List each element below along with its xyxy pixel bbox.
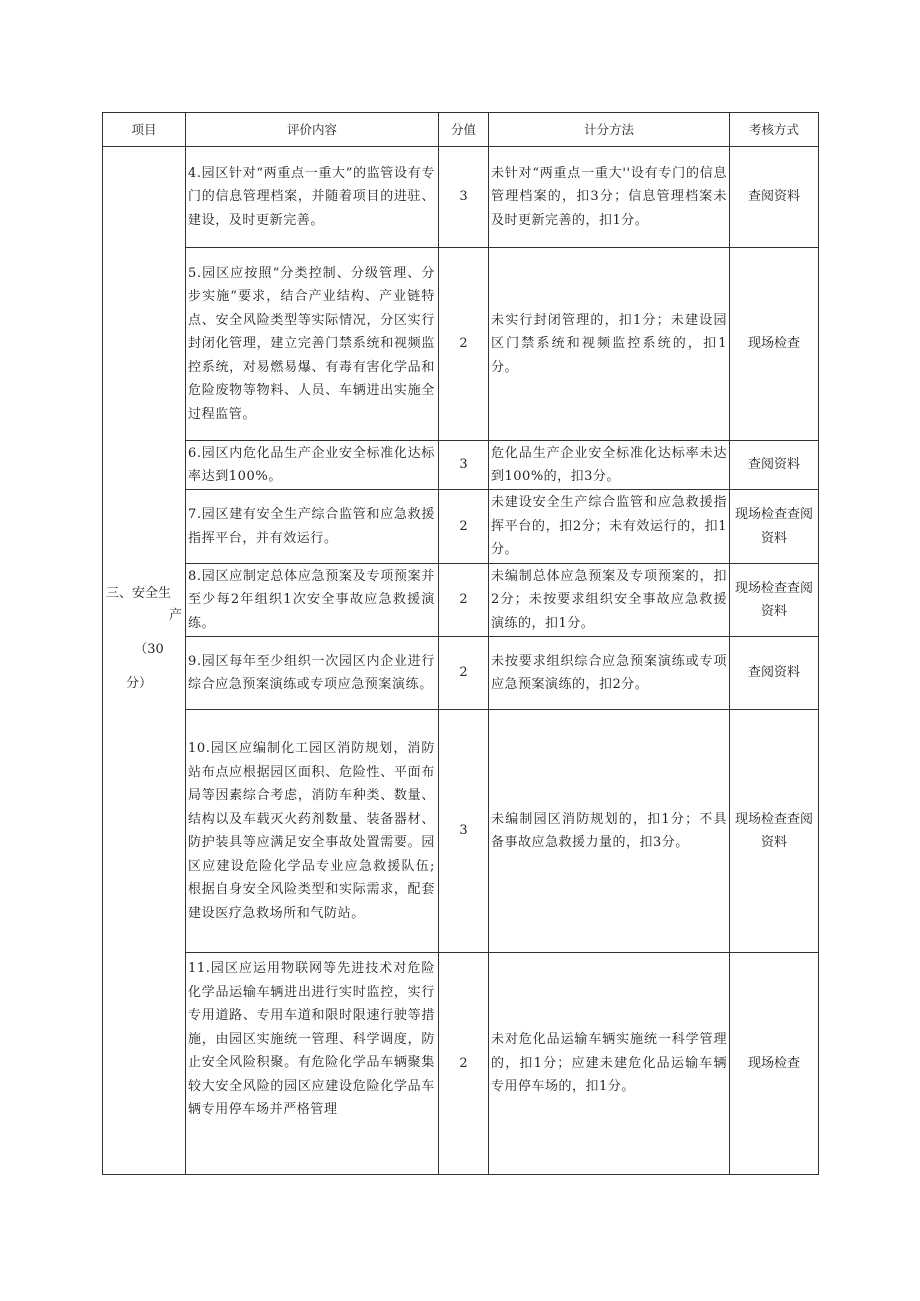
exam-cell: 现场检查 bbox=[730, 248, 819, 441]
exam-cell: 查阅资料 bbox=[730, 637, 819, 710]
method-cell: 未针对“两重点一重大''设有专门的信息管理档案的，扣3分；信息管理档案未及时更新完善的，扣1分。 bbox=[489, 147, 730, 248]
method-cell: 未对危化品运输车辆实施统一科学管理的，扣1分；应建未建危化品运输车辆专用停车场的，扣1分。 bbox=[489, 953, 730, 1175]
table-row bbox=[103, 953, 819, 1175]
method-cell: 未实行封闭管理的，扣1分；未建设园区门禁系统和视频监控系统的，扣1分。 bbox=[489, 248, 730, 441]
project-line-2: 产 bbox=[168, 608, 182, 623]
table-row bbox=[103, 147, 819, 248]
content-cell: 9.园区每年至少组织一次园区内企业进行综合应急预案演练或专项应急预案演练。 bbox=[186, 637, 439, 710]
table-row bbox=[103, 490, 819, 564]
exam-cell: 现场检查查阅资料 bbox=[730, 490, 819, 564]
score-cell: 2 bbox=[439, 564, 489, 637]
content-cell: 8.园区应制定总体应急预案及专项预案并至少每2年组织1次安全事故应急救援演练。 bbox=[186, 564, 439, 637]
score-cell: 2 bbox=[439, 248, 489, 441]
score-cell: 2 bbox=[439, 490, 489, 564]
table-row bbox=[103, 441, 819, 490]
score-cell: 3 bbox=[439, 441, 489, 490]
project-line-4: 分） bbox=[126, 676, 153, 691]
table-row bbox=[103, 710, 819, 953]
method-cell: 未建设安全生产综合监管和应急救援指挥平台的，扣2分；未有效运行的，扣1分。 bbox=[489, 490, 730, 564]
score-cell: 2 bbox=[439, 637, 489, 710]
content-cell: 7.园区建有安全生产综合监管和应急救援指挥平台，并有效运行。 bbox=[186, 490, 439, 564]
header-project: 项目 bbox=[103, 113, 186, 147]
method-cell: 未编制总体应急预案及专项预案的，扣2分；未按要求组织安全事故应急救援演练的，扣1分。 bbox=[489, 564, 730, 637]
evaluation-table bbox=[102, 112, 819, 1175]
exam-cell: 查阅资料 bbox=[730, 441, 819, 490]
content-cell: 6.园区内危化品生产企业安全标准化达标率达到100%。 bbox=[186, 441, 439, 490]
project-cell bbox=[103, 147, 186, 1175]
score-cell: 3 bbox=[439, 710, 489, 953]
method-cell: 危化品生产企业安全标准化达标率未达到100%的，扣3分。 bbox=[489, 441, 730, 490]
table-row bbox=[103, 564, 819, 637]
score-cell: 2 bbox=[439, 953, 489, 1175]
header-row bbox=[103, 113, 819, 147]
project-line-3: （30 bbox=[134, 642, 164, 657]
table-row bbox=[103, 248, 819, 441]
project-line-1: 三、安全生 bbox=[106, 586, 172, 601]
score-cell: 3 bbox=[439, 147, 489, 248]
header-score: 分值 bbox=[439, 113, 489, 147]
header-method: 计分方法 bbox=[489, 113, 730, 147]
content-cell: 5.园区应按照“分类控制、分级管理、分步实施“要求，结合产业结构、产业链特点、安全风险类型等实际情况，分区实行封闭化管理，建立完善门禁系统和视频监控系统，对易燃易爆、有毒有害化学品和危险废物等物料、人员、车辆进出实施全过程监管。 bbox=[186, 248, 439, 441]
table-row bbox=[103, 637, 819, 710]
content-cell: 4.园区针对“两重点一重大”的监管设有专门的信息管理档案，并随着项目的进驻、建设，及时更新完善。 bbox=[186, 147, 439, 248]
exam-cell: 现场检查查阅资料 bbox=[730, 710, 819, 953]
exam-cell: 查阅资料 bbox=[730, 147, 819, 248]
header-content: 评价内容 bbox=[186, 113, 439, 147]
project-label bbox=[103, 577, 185, 701]
exam-cell: 现场检查查阅资料 bbox=[730, 564, 819, 637]
content-cell: 10.园区应编制化工园区消防规划，消防站布点应根据园区面积、危险性、平面布局等因素综合考虑，消防车种类、数量、结构以及车载灭火药剂数量、装备器材、防护装具等应满足安全事故处置需要。园区应建设危险化学品专业应急救援队伍;根据自身安全风险类型和实际需求，配套建设医疗急救场所和气防站。 bbox=[186, 710, 439, 953]
header-exam: 考核方式 bbox=[730, 113, 819, 147]
method-cell: 未编制园区消防规划的，扣1分；不具备事故应急救援力量的，扣3分。 bbox=[489, 710, 730, 953]
content-cell: 11.园区应运用物联网等先进技术对危险化学品运输车辆进出进行实时监控，实行专用道路、专用车道和限时限速行驶等措施，由园区实施统一管理、科学调度，防止安全风险积聚。有危险化学品车辆聚集较大安全风险的园区应建设危险化学品车辆专用停车场并严格管理 bbox=[186, 953, 439, 1175]
exam-cell: 现场检查 bbox=[730, 953, 819, 1175]
method-cell: 未按要求组织综合应急预案演练或专项应急预案演练的，扣2分。 bbox=[489, 637, 730, 710]
